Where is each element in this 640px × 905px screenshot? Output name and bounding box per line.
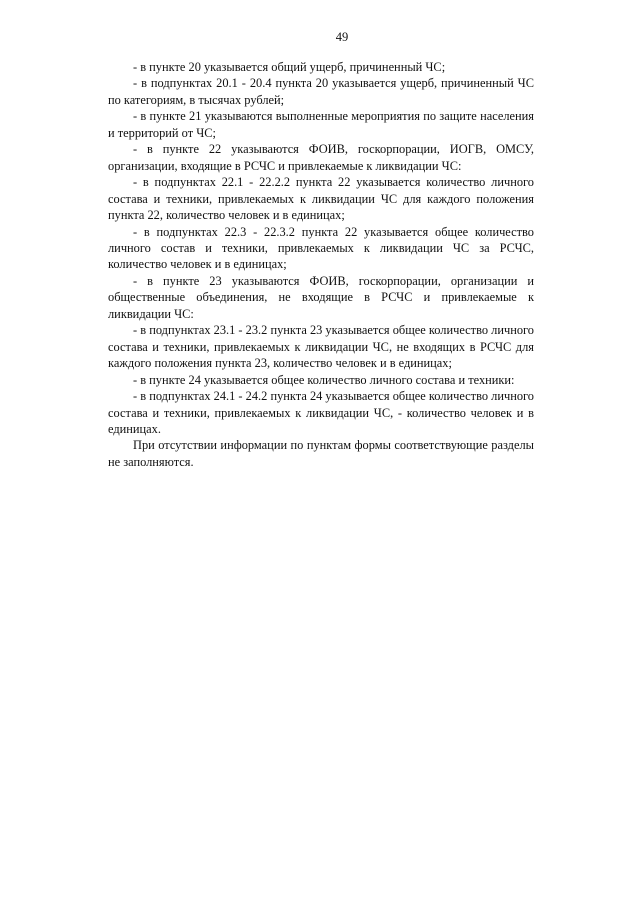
paragraph: - в пункте 24 указывается общее количество личного состава и техники:: [133, 372, 515, 387]
document-body: [108, 59, 534, 470]
paragraph: - в пункте 22 указываются ФОИВ, госкорпорации, ИОГВ, ОМСУ, организации, входящие в РСЧС и привлекаемые к ликвидации ЧС:: [108, 142, 534, 173]
paragraph: - в пункте 20 указывается общий ущерб, причиненный ЧС;: [133, 60, 446, 74]
page-number: 49: [335, 30, 349, 44]
paragraph: - в пункте 21 указываются выполненные мероприятия по защите населения и территорий от ЧС;: [108, 109, 534, 140]
paragraph: - в подпунктах 20.1 - 20.4 пункта 20 указывается ущерб, причиненный ЧС по категориям, в тысячах рублей;: [108, 76, 534, 107]
paragraph: - в пункте 23 указываются ФОИВ, госкорпорации, организации и общественные объединения, не входящие в РСЧС и привлекаемые к ликвидации ЧС:: [108, 273, 534, 321]
paragraph: - в подпунктах 22.3 - 22.3.2 пункта 22 указывается общее количество личного состав и техники, привлекаемых к ликвидации ЧС за РСЧС, количество человек и в единицах;: [108, 224, 534, 272]
paragraph: - в подпунктах 24.1 - 24.2 пункта 24 указывается общее количество личного состава и техники, привлекаемых к ликвидации ЧС, - количество человек и в единицах.: [108, 389, 534, 436]
paragraph: - в подпунктах 23.1 - 23.2 пункта 23 указывается общее количество личного состава и техники, привлекаемых к ликвидации ЧС, не входящих в РСЧС для каждого положения пункта 23, количество человек и в единицах;: [108, 323, 534, 371]
paragraph: При отсутствии информации по пунктам формы соответствующие разделы не заполняются.: [108, 438, 534, 469]
paragraph: - в подпунктах 22.1 - 22.2.2 пункта 22 указывается количество личного состава и техники, привлекаемых к ликвидации ЧС для каждого положения пункта 22, количество человек и в единицах;: [108, 175, 534, 223]
